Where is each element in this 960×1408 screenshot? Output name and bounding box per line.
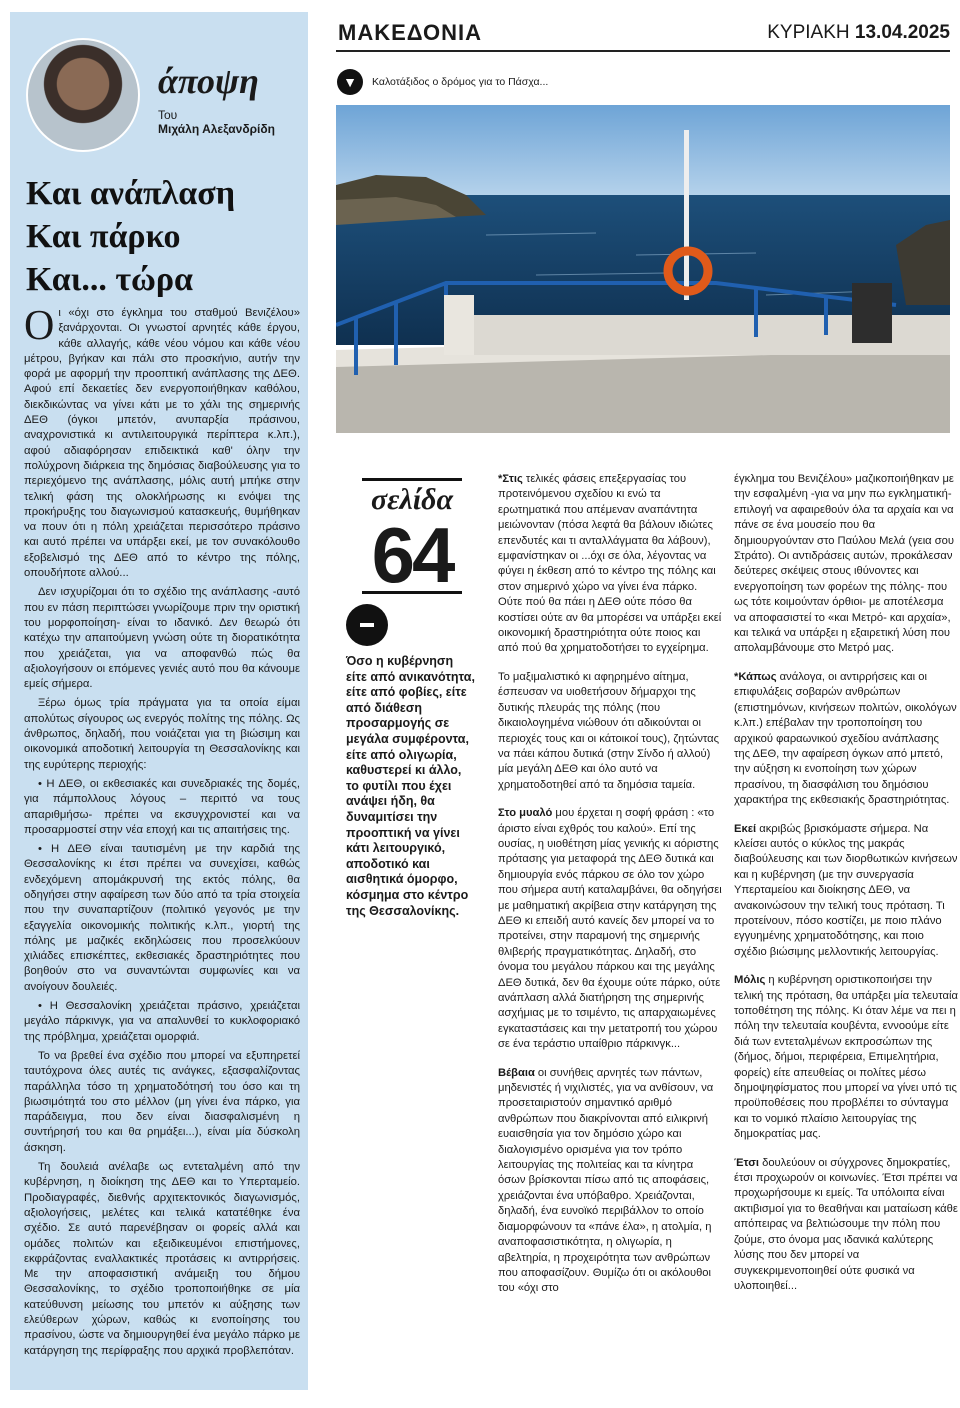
photo-caption: Καλοτάξιδος ο δρόμος για το Πάσχα... xyxy=(372,76,549,88)
byline-prefix: Του xyxy=(158,108,178,122)
minus-icon xyxy=(346,604,388,646)
page-number: 64 xyxy=(371,511,453,599)
paragraph: Εκεί ακριβώς βρισκόμαστε σήμερα. Να κλείσει αυτός ο κύκλος της μακράς διαβούλευσης και των διορθωτικών κινήσεων και η κυβέρνηση (με την συνεργασία Υπερταμείου και διοίκησης ΔΕΘ, να ανακοινώσουν την τελική τους πρόταση. Τι προτείνουν, πόσο κοστίζει, με ποιο πλάνο εγγυημένης χρηματοδότησης, και ποιο σχέδιο βιώσιμης μελλοντικής λειτουργίας. xyxy=(734,822,958,958)
paragraph: *Στις τελικές φάσεις επεξεργασίας του προτεινόμενου σχεδίου κι ενώ τα ερωτηματικά που απέμεναν αναπάντητα μειώνονταν (πόσα λεφτά θα βάλουν ιδιώτες επενδυτές και τι ανταλλάγματα θα λάβουν), εμφανίστηκαν οι ...όχι σε όλα, λέγοντας να φύγει η έκθεση από το κέντρο της πόλης και στον σημερινό χώρο να γίνει ένα πάρκο. Ούτε πού θα πάει η ΔΕΘ ούτε πόσο θα κοστίσει ούτε αν θα μπορέσει να υπάρξει εκεί οικονομική δραστηριότητα ούτε ποιος και από πού θα χρηματοδοτήσει το εγχείρημα. xyxy=(498,473,722,655)
page-reference xyxy=(362,478,462,599)
paragraph: Στο μυαλό μου έρχεται η σοφή φράση : «το άριστο είναι εχθρός του καλού». Επί της ουσίας, η υιοθέτηση μίας γενικής κι αόριστης πρότασης για μεταφορά της ΔΕΘ δυτικά και δημιουργία ενός πάρκου σε όλο τον χώρο που σήμερα αυτή καταλαμβάνει, θα οδηγήσει με μαθηματική ακρίβεια στην κατάργηση της ΔΕΘ κι επειδή αυτό κανείς δεν μπορεί να το προτείνει, στην παραμονή της σημερινής θλιβερής πραγματικότητας. Δηλαδή, στο όνομα του μεγάλου πάρκου και της μεγάλης ΔΕΘ δυτικά, δεν θα έχουμε ούτε πάρκο, ούτε ανάπλαση αλλά διατήρηση της σημερινής ασχήμιας με το τσιμέντο, τις απαρχαιωμένες εγκαταστάσεις και την μετατροπή του χώρου σε ένα τεράστιο υπαίθριο πάρκινγκ... xyxy=(498,807,722,1051)
pull-quote: Όσο η κυβέρνηση είτε από ανικανότητα, είτε από φοβίες, είτε από διάθεση προσαρμογής σε μεγάλα συμφέροντα, είτε από ολιγωρία, καθυστερεί κι άλλο, το φυτίλι που έχει ανάψει ήδη, θα δυναμιτίσει την προοπτική να γίνει κάτι λειτουργικό, αποδοτικό και αισθητικά όμορφο, κόσμημα στο κέντρο της Θεσσαλονίκης. xyxy=(346,654,475,918)
author-name: Μιχάλη Αλεξανδρίδη xyxy=(158,122,275,136)
harbor-illustration xyxy=(336,105,950,433)
paragraph: Οι «όχι στο έγκλημα του σταθμού Βενιζέλου» ξανάρχονται. Οι γνωστοί αρνητές κάθε έργου, κάθε αλλαγής, κάθε νέου νόμου και κάθε νέου μέτρου, βγήκαν και πάλι στο προσκήνιο, αυτήν την φορά με αφορμή την προοπτική ανάπλασης της ΔΕΘ. Αφού επί δεκαετίες δεν ενεργοποιήθηκαν καθόλου, διεκδικώντας να γίνει κάτι με το χάλι της σημερινής ΔΕΘ (όγκοι μπετόν, ανυπαρξία πράσινου, αναχρονιστικά κι αντιλειτουργικά περίπτερα κ.λπ.), αφού αδιαφόρησαν επιδεικτικά καθ' όλην την πολύχρονη διάρκεια της δημόσιας διαβούλευσης για το περιεχόμενο της ανάπλασης, μόλις αυτή μπήκε στην τελική φάση της ολοκλήρωσης κι ενόψει της προκήρυξης του διαγωνισμού κατασκευής, θυμήθηκαν να πουν ότι η πόλη χρειάζεται περισσότερο πράσινο και αυτό πρέπει να υπάρξει εκεί, με τον συνακόλουθο εξοβελισμό της ΔΕΘ από το κέντρο της πόλης, οπουδήποτε αλλού... xyxy=(24,303,300,580)
opinion-body xyxy=(24,303,300,1363)
masthead xyxy=(336,20,950,52)
harbor-photo xyxy=(336,105,950,433)
headline-line: Και πάρκο xyxy=(26,218,181,255)
paragraph: • Η Θεσσαλονίκη χρειάζεται πράσινο, χρειάζεται μεγάλο πάρκινγκ, για να απαλυνθεί το κυκλοφοριακό της πρόβλημα, χρειάζεται ομορφιά. xyxy=(24,1000,300,1043)
paragraph: • Η ΔΕΘ, οι εκθεσιακές και συνεδριακές της δομές, για πάμπολλους λόγους – περιττό να τους απαριθμήσω- πρέπει να εκσυγχρονιστεί και να προσαρμοστεί στην νέα εποχή και τις απαιτήσεις της. xyxy=(24,777,300,836)
author-photo xyxy=(26,38,140,152)
headline-line: Και ανάπλαση xyxy=(26,175,236,212)
section-label: άποψη xyxy=(158,61,259,101)
headline-line: Και... τώρα xyxy=(26,261,194,298)
paragraph: Ξέρω όμως τρία πράγματα για τα οποία είμαι απολύτως σίγουρος ως ενεργός πολίτης της πόλης. Ως άνθρωπος, δηλαδή, που νοιάζεται για τη βιώσιμη και οικονομικά αποδοτική λειτουργία τη Θεσσαλονίκης και της ευρύτερης περιοχής: xyxy=(24,697,300,771)
drop-cap: Ο xyxy=(24,303,55,349)
issue-date: ΚΥΡΙΑΚΗ 13.04.2025 xyxy=(767,22,950,43)
paper-name: ΜΑΚΕΔΟΝΙΑ xyxy=(338,20,482,45)
paragraph: Μόλις η κυβέρνηση οριστικοποιήσει την τελική της πρόταση, θα υπάρξει μία τελευταία τοποθέτηση της πόλης. Κι όταν λέμε να πει η πόλη την τελευταία κουβέντα, εννοούμε είτε διά των εντεταλμένων εκπροσώπων της (δήμος, δήμοι, περιφέρεια, Επιμελητήρια, φορείς) είτε απευθείας οι πολίτες μέσω δημοψηφίσματος που μπορεί να γίνει υπό τις προϋποθέσεις που προβλέπει το σύνταγμα και το νομικό πλαίσιο λειτουργίας της δημοκρατίας μας. xyxy=(734,974,958,1141)
triangle-down-icon: ▼ xyxy=(337,69,363,95)
paragraph: • Η ΔΕΘ είναι ταυτισμένη με την καρδιά της Θεσσαλονίκης κι έτσι πρέπει να συνεχίσει, καθώς ενδεχόμενη απομάκρυνσή της εκτός πόλης, θα οδηγήσει στην αφαίρεση των δύο από τα τρία στοιχεία που την συναπαρτίζουν (πολιτικό γεγονός με την εξαγγελία οικονομικής πολιτικής κ.λπ., γιορτή της πόλης με μαζικές εκδηλώσεις που προσελκύουν χιλιάδες επισκέπτες, εκθεσιακές δραστηριότητες που βοηθούν στο να συναντώνται συμφωνίες και να ανοίγουν δουλειές. xyxy=(24,843,300,993)
article-headline xyxy=(26,172,296,301)
paragraph: έγκλημα του Βενιζέλου» μαζικοποιήθηκαν με την εσφαλμένη -για να μην πω εγκληματική- επιλογή να αφαιρεθούν όλα τα αρχαία και να πάνε σε ένα μουσείο που θα δημιουργούνταν στο Παύλου Μελά (γεια σου Στράτο). Οι αντιδράσεις αυτών, προκάλεσαν δεύτερες σκέψεις στους ιθύνοντες και ενεργοποίηση των φορέων της πόλης- που ως τότε κοιμούνταν όρθιοι- με αποτέλεσμα να αποφασιστεί το «και Μετρό- και αρχαία», και τελικά να υπάρξει η εξαιρετική λύση που απολαμβάνουμε στο Μετρό μας. xyxy=(734,473,954,655)
paragraph: *Κάπως ανάλογα, οι αντιρρήσεις και οι επιφυλάξεις σοβαρών ανθρώπων (επιστημόνων, κινήσεων πολιτών, οικολόγων κ.λπ.) επέβαλαν την τροποποίηση του αρχικού φαραωνικού σχεδίου ανάπλασης της ΔΕΘ, την αφαίρεση όγκων από μπετό, την αύξηση κι ενοποίηση των χώρων πρασίνου, τη διασφάλιση του δημόσιου χαρακτήρα της εκθεσιακής δραστηριότητας. xyxy=(734,670,957,807)
page-label: σελίδα xyxy=(370,483,454,516)
paragraph: Το μαξιμαλιστικό κι αφηρημένο αίτημα, έσπευσαν να υιοθετήσουν δήμαρχοι της δυτικής πλευράς της πόλης (που δικαιολογημένα νιώθουν ότι αδικούνται οι περιοχές τους και οι κάτοικοί τους), ζητώντας να πάει κάπου δυτικά (στην Σίνδο ή αλλού) μία μεγάλη ΔΕΘ και όλο αυτό να χρηματοδοτηθεί από τα δημόσια ταμεία. xyxy=(498,670,720,791)
paragraph: Το να βρεθεί ένα σχέδιο που μπορεί να εξυπηρετεί ταυτόχρονα όλες αυτές τις ανάγκες, εξασφαλίζοντας παράλληλα τόσο τη χρηματοδότησή του όσο και τη βιωσιμότητά του στο μέλλον (μη γίνει ένα πάρκο, για παράδειγμα, που δεν είναι διασφαλισμένη η συντήρησή του και θα ρημάξει...), είναι μία δύσκολη άσκηση. xyxy=(24,1049,300,1154)
paragraph: Βέβαια οι συνήθεις αρνητές των πάντων, μηδενιστές ή νιχιλιστές, για να ανθίσουν, να προσεταιριστούν σημαντικό αριθμό ανθρώπων που διακρίνονται από ειλικρινή ευαισθησία για τον δημόσιο χώρο και διαλογισμένο ορισμένα για τον τρόπο λειτουργίας της πολιτείας και τα κίνητρα όσων βρίσκονται πίσω από τις αποφάσεις, χρειάζονται ένα υπόβαθρο. Χρειάζονται, δηλαδή, ένα ευνοϊκό περιβάλλον το οποίο διαμορφώνουν τα «πάνε έλα», η ατολμία, η αναποφασιστικότητα, η ολιγωρία, η αβελτηρία, η προχειρότητα των ανθρώπων που αποφασίζουν. Θυμίζω ότι οι ακόλουθοι του «όχι στο xyxy=(498,1066,714,1295)
paragraph: Δεν ισχυρίζομαι ότι το σχέδιο της ανάπλασης -αυτό που εν πάση περιπτώσει γνωρίζουμε πριν την οριστική του μορφοποίηση- είναι το ιδανικό. Δεν θεωρώ ότι κατέχω την απαιτούμενη γνώση ούτε τη διορατικότητα που χρειάζεται, για να αποφανθώ πώς θα αξιολογήσουν οι επόμενες γενιές αυτό που θα κάνουμε εμείς σήμερα. xyxy=(24,586,300,691)
opinion-column xyxy=(10,12,308,1390)
paragraph: Έτσι δουλεύουν οι σύγχρονες δημοκρατίες, έτσι προχωρούν οι κοινωνίες. Έτσι πρέπει να προχωρήσουμε κι εμείς. Τα υπόλοιπα είναι ακτιβισμοί για το θεαθήναι και ματαίωση κάθε απόπειρας να βελτιώσουμε την πόλη που ζούμε, στο όνομα μας ιδανικά καλύτερης λύσης που δεν μπορεί να συγκεκριμενοποιηθεί ούτε φυσικά να υλοποιηθεί... xyxy=(734,1156,958,1292)
paragraph: Τη δουλειά ανέλαβε ως εντεταλμένη από την κυβέρνηση, η διοίκηση της ΔΕΘ και το Υπερταμείο. Προδιαγραφές, διεθνής αρχιτεκτονικός διαγωνισμός, αξιολογήσεις, μελέτες και τελικά κατατέθηκε ένα σχέδιο. Σε αυτό παρενέβησαν οι φορείς αλλά και ομάδες πολιτών και εξειδικευμένοι επιστήμονες, εκφράζοντας εναλλακτικές προτάσεις κι αντιρρήσεις. Με την αποφασιστική ανάμειξη του δήμου Θεσσαλονίκης, το σχέδιο τροποποιήθηκε σε μία κατεύθυνση μείωσης του μπετόν κι αύξησης των ελεύθερων χώρων, καθώς κι ενοποίησης του πρασίνου, ώστε να δημιουργηθεί ένα μεγάλο πάρκο με κατάργηση της περίφραξης που αρχικά προβλεπόταν. xyxy=(24,1161,300,1357)
article-column-2 xyxy=(498,472,722,1310)
article-column-3 xyxy=(734,472,958,1307)
